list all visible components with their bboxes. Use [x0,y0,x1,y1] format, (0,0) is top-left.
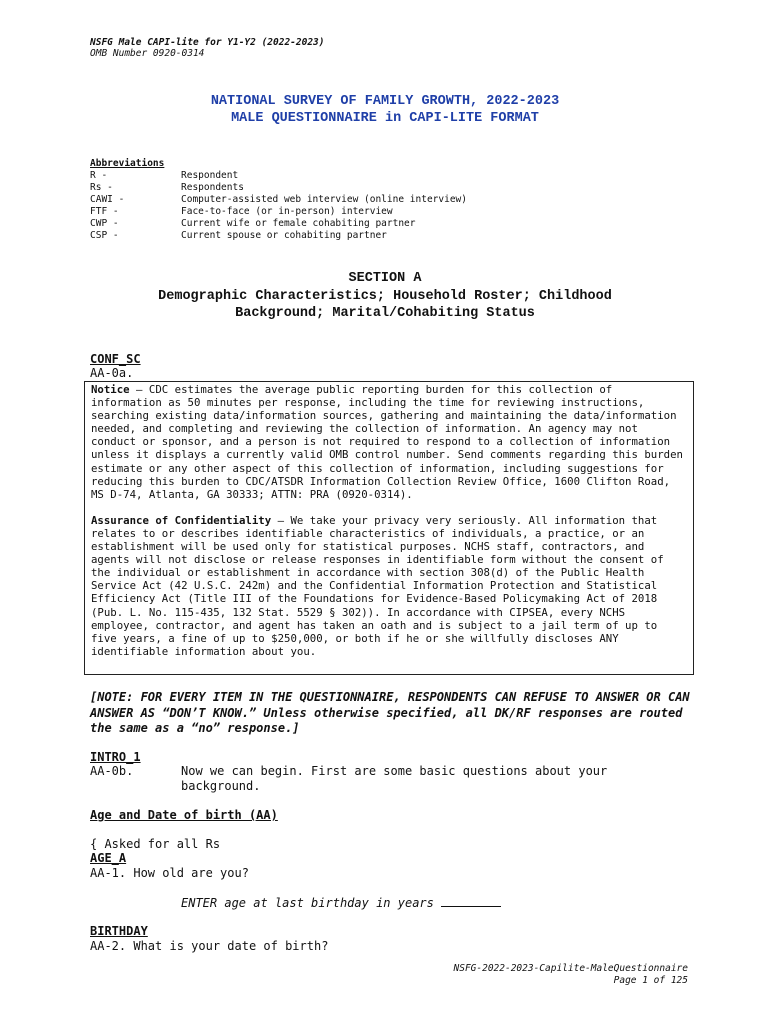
section-label: SECTION A [348,271,422,286]
section-heading [0,270,770,323]
dk-rf-note: [NOTE: FOR EVERY ITEM IN THE QUESTIONNAIRE, RESPONDENTS CAN REFUSE TO ANSWER OR CAN ANSWER AS “DON’T KNOW.” Unless otherwise specified, all DK/RF responses are routed the same as a “no” response.] [90,690,690,735]
abbreviation-row [90,170,467,182]
assurance-text: – We take your privacy very seriously. All information that relates to or describes identifiable characteristics of individuals, a practice, or an establishment will be used only for statistical purposes. NCHS staff, contractors, and agents will not disclose or release responses in identifiable form without the consent of the individual or establishment in accordance with section 308(d) of the Public Health Service Act (42 U.S.C. 242m) and the Confidential Information Protection and Statistical Efficiency Act (Title III of the Foundations for Evidence-Based Policymaking Act of 2018 (Pub. L. No. 115-435, 132 Stat. 5529 § 302)). In accordance with CIPSEA, every NCHS employee, contractor, and agent has taken an oath and is subject to a jail term of up to five years, a fine of up to $250,000, or both if he or she willfully discloses ANY identifiable information about you. [91,513,664,658]
abbr-key: CWP - [90,218,119,229]
footer-document-name: NSFG-2022-2023-Capilite-MaleQuestionnaire [453,963,688,974]
intro-variable-name: INTRO_1 [90,750,141,764]
notice-label: Notice [91,383,130,396]
birthday-question: AA-2. What is your date of birth? [90,939,329,953]
age-entry-blank[interactable] [441,895,501,907]
abbreviation-row [90,206,467,218]
abbr-value: Face-to-face (or in-person) interview [181,206,393,217]
header-title: NSFG Male CAPI-lite for Y1-Y2 (2022-2023) [90,37,325,48]
abbreviation-row [90,182,467,194]
abbr-value: Current spouse or cohabiting partner [181,230,387,241]
running-header [90,37,325,59]
conf-variable-name: CONF_SC [90,352,141,366]
abbreviation-row [90,218,467,230]
confidentiality-notice [91,514,687,658]
section-title-line-1: Demographic Characteristics; Household Roster; Childhood [158,288,612,304]
document-title [0,93,770,127]
abbr-key: Rs - [90,182,113,193]
page-number: Page 1 of 125 [613,975,688,986]
abbr-key: CSP - [90,230,119,241]
abbr-value: Computer-assisted web interview (online interview) [181,194,467,205]
birthday-variable-name: BIRTHDAY [90,924,148,938]
conf-item-id: AA-0a. [90,366,134,380]
age-section-heading: Age and Date of birth (AA) [90,808,278,822]
abbr-value: Respondents [181,182,244,193]
abbr-key: CAWI - [90,194,125,205]
abbreviation-row [90,230,467,242]
age-entry-text: ENTER age at last birthday in years [181,896,434,910]
abbr-value: Respondent [181,170,239,181]
abbreviations-heading: Abbreviations [90,158,165,169]
abbreviations-list [90,170,467,242]
page-footer [454,963,689,987]
title-line-2: MALE QUESTIONNAIRE in CAPI-LITE FORMAT [231,111,539,126]
asked-for-note: { Asked for all Rs [90,837,221,851]
age-question: AA-1. How old are you? [90,866,249,880]
abbr-key: R - [90,170,108,181]
title-line-1: NATIONAL SURVEY OF FAMILY GROWTH, 2022-2023 [210,94,560,109]
abbr-value: Current wife or female cohabiting partner [181,218,416,229]
notice-box [84,381,694,675]
abbr-key: FTF - [90,206,119,217]
intro-text: Now we can begin. First are some basic questions about your [181,764,608,778]
age-entry-instruction [181,895,501,911]
intro-item-id: AA-0b. [90,764,134,778]
age-variable-name: AGE_A [90,851,127,865]
section-title-line-2: Background; Marital/Cohabiting Status [235,306,535,321]
notice-text: – CDC estimates the average public reporting burden for this collection of information as 50 minutes per response, including the time for reviewing instructions, searching existing data/information sources, gathering and maintaining the data/information needed, and completing and reviewing the collection of information. An agency may not conduct or sponsor, and a person is not required to respond to a collection of information unless it displays a currently valid OMB control number. Send comments regarding this burden estimate or any other aspect of this collection of information, including suggestions for reducing this burden to CDC/ATSDR Information Collection Review Office, 1600 Clifton Road, MS D-74, Atlanta, GA 30333; ATTN: PRA (0920-0314). [91,383,683,501]
abbreviation-row [90,194,467,206]
burden-notice [91,383,687,501]
omb-number: OMB Number 0920-0314 [90,48,205,59]
assurance-label: Assurance of Confidentiality [91,513,272,527]
intro-text-continued: background. [181,779,261,793]
